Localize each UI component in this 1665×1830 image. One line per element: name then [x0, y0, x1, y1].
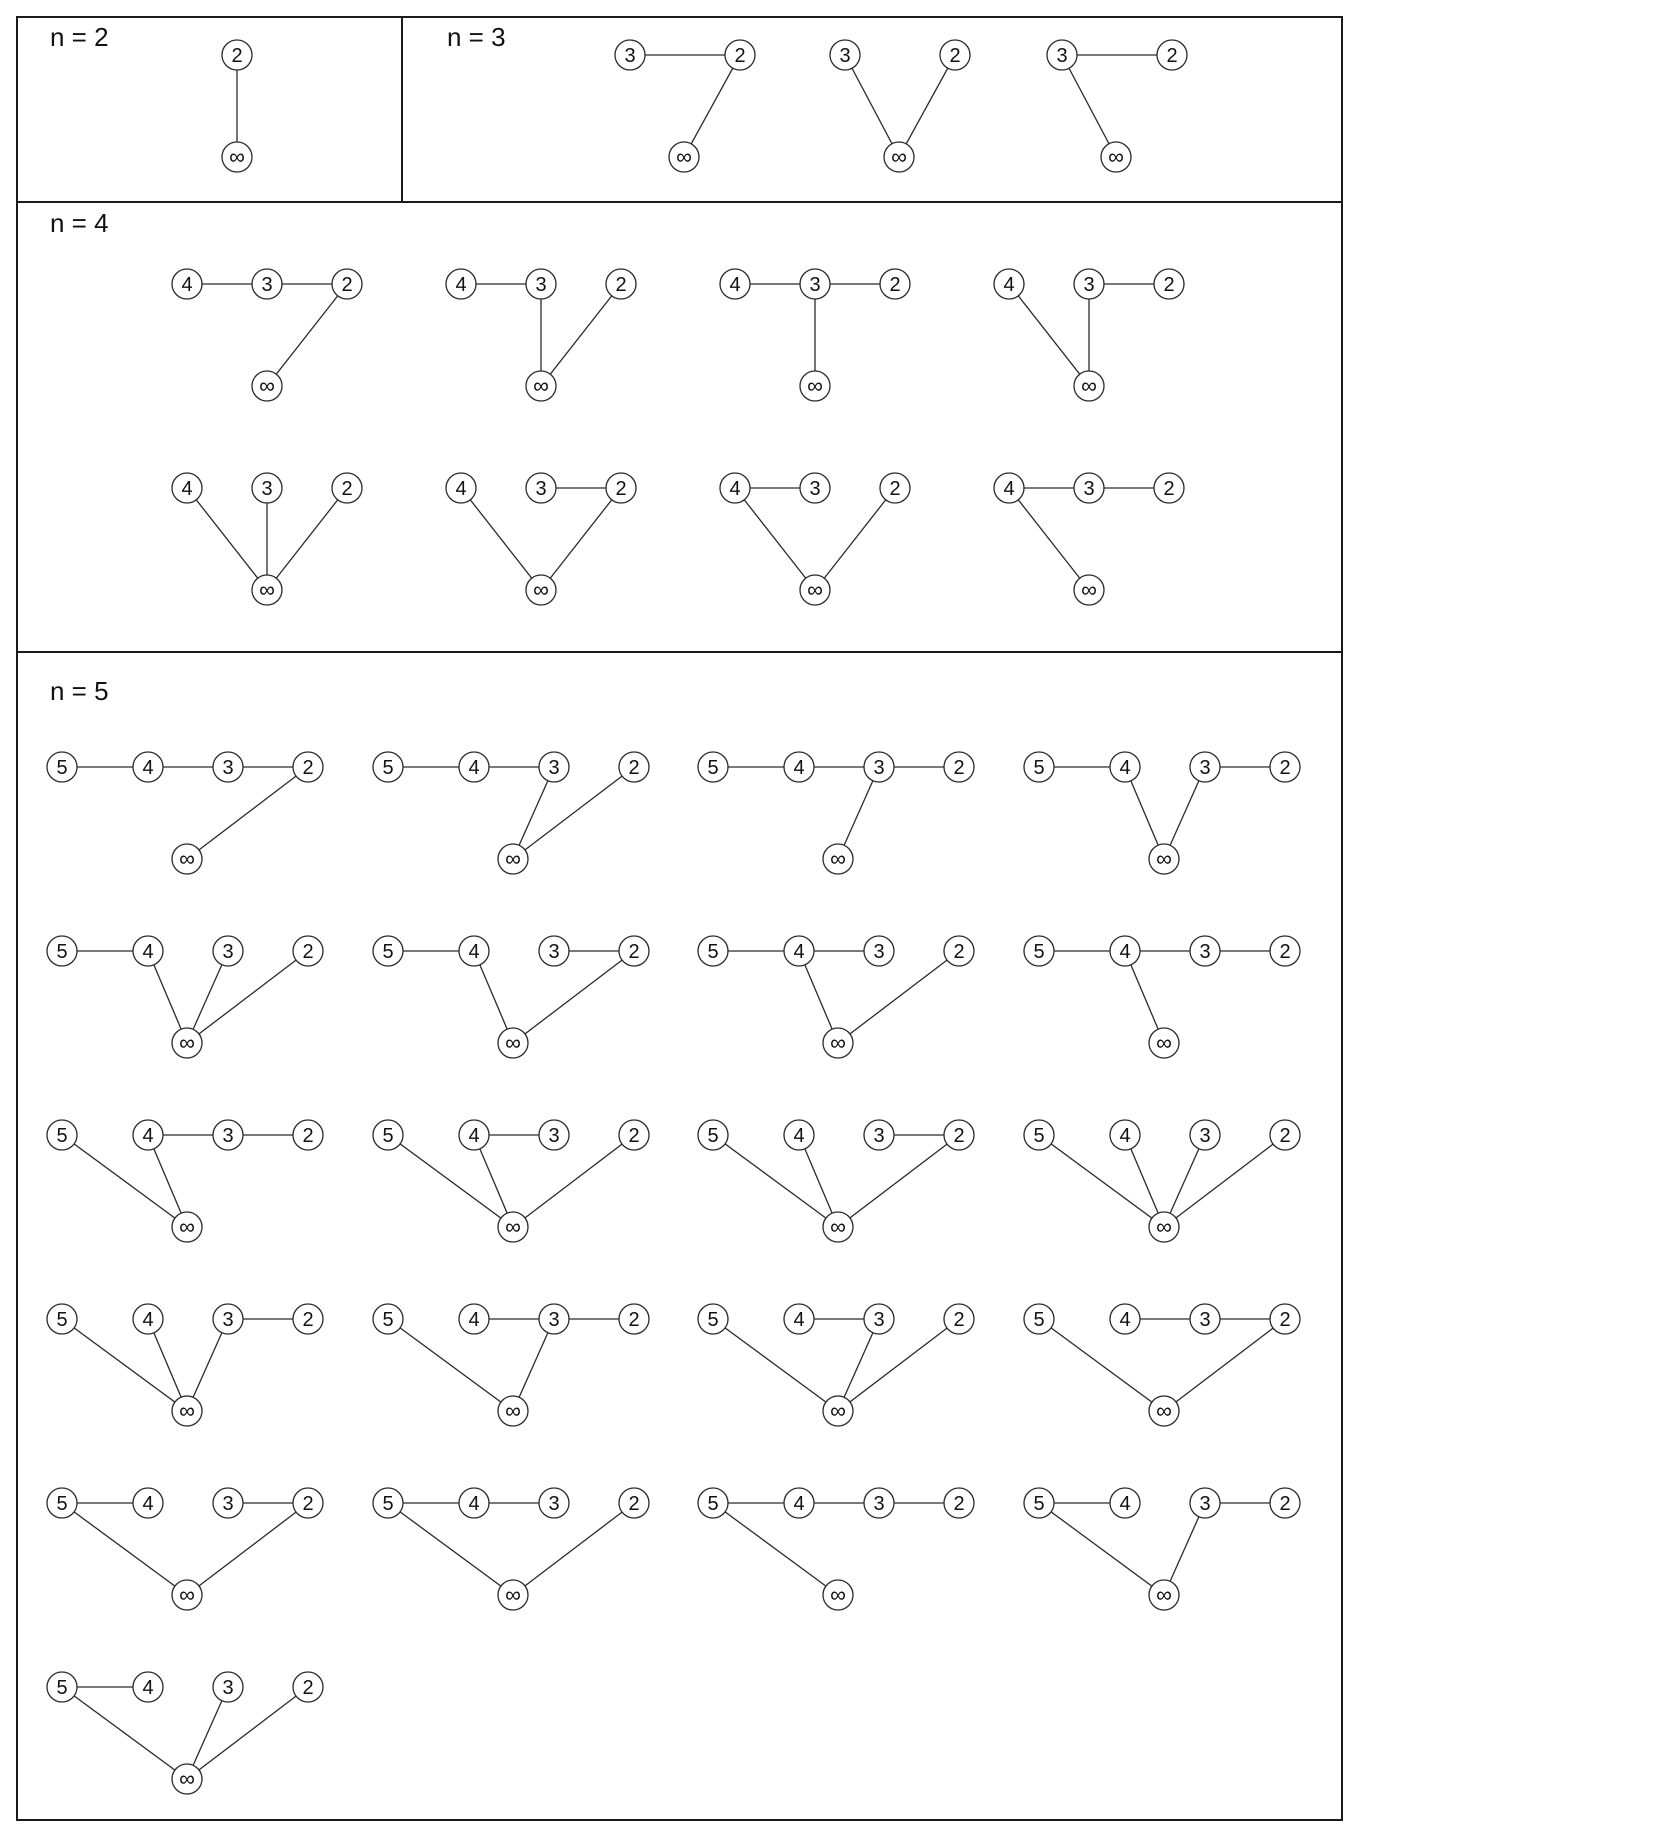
tree-s3-14	[698, 1304, 974, 1426]
tree-s3-12	[47, 1304, 323, 1426]
edge-4-inf	[1009, 488, 1089, 590]
node-inf-label: ∞	[259, 373, 275, 398]
node-5-label: 5	[56, 1125, 68, 1147]
node-inf-label: ∞	[259, 577, 275, 602]
node-3-label: 3	[222, 1677, 234, 1699]
tree-s3-7	[1024, 936, 1300, 1058]
node-3-label: 3	[548, 757, 560, 779]
edge-2-inf	[838, 951, 959, 1043]
node-2-label: 2	[341, 274, 353, 296]
node-2-label: 2	[1279, 941, 1291, 963]
node-4-label: 4	[455, 274, 467, 296]
node-3-label: 3	[1083, 274, 1095, 296]
tree-s2-5	[446, 473, 636, 605]
tree-s2-1	[446, 269, 636, 401]
edge-5-inf	[1039, 1503, 1164, 1595]
node-4-label: 4	[793, 941, 805, 963]
node-inf-label: ∞	[1156, 1214, 1172, 1239]
node-2-label: 2	[1163, 478, 1175, 500]
node-5-label: 5	[382, 757, 394, 779]
node-inf-label: ∞	[179, 1582, 195, 1607]
edge-4-inf	[1009, 284, 1089, 386]
node-inf-label: ∞	[229, 144, 245, 169]
node-3-label: 3	[1083, 478, 1095, 500]
node-5-label: 5	[382, 1493, 394, 1515]
tree-s3-3	[1024, 752, 1300, 874]
edge-3-inf	[1062, 55, 1116, 157]
node-5-label: 5	[707, 1125, 719, 1147]
tree-s2-4	[172, 473, 362, 605]
node-2-label: 2	[889, 274, 901, 296]
node-4-label: 4	[1119, 757, 1131, 779]
node-2-label: 2	[302, 1677, 314, 1699]
edge-2-inf	[267, 488, 347, 590]
edge-2-inf	[187, 1503, 308, 1595]
node-2-label: 2	[628, 1309, 640, 1331]
node-2-label: 2	[628, 1493, 640, 1515]
node-5-label: 5	[382, 1309, 394, 1331]
tree-s2-7	[994, 473, 1184, 605]
tree-s3-13	[373, 1304, 649, 1426]
tree-s3-20	[47, 1672, 323, 1794]
edge-5-inf	[713, 1503, 838, 1595]
node-5-label: 5	[382, 941, 394, 963]
node-4-label: 4	[793, 1309, 805, 1331]
node-5-label: 5	[707, 1309, 719, 1331]
edge-4-inf	[735, 488, 815, 590]
tree-s3-1	[373, 752, 649, 874]
node-4-label: 4	[1119, 1309, 1131, 1331]
node-inf-label: ∞	[1156, 1398, 1172, 1423]
edge-2-inf	[1164, 1135, 1285, 1227]
node-5-label: 5	[707, 1493, 719, 1515]
edge-5-inf	[62, 1135, 187, 1227]
section-label-n2: n = 2	[50, 22, 109, 52]
edge-2-inf	[187, 767, 308, 859]
node-2-label: 2	[953, 941, 965, 963]
panel-n4-frame	[17, 202, 1342, 652]
node-4-label: 4	[468, 1125, 480, 1147]
node-inf-label: ∞	[676, 144, 692, 169]
tree-s3-18	[698, 1488, 974, 1610]
node-3-label: 3	[222, 941, 234, 963]
edge-2-inf	[541, 284, 621, 386]
node-4-label: 4	[793, 1125, 805, 1147]
node-4-label: 4	[468, 1309, 480, 1331]
node-5-label: 5	[56, 1309, 68, 1331]
tree-s3-8	[47, 1120, 323, 1242]
node-inf-label: ∞	[179, 1030, 195, 1055]
edge-2-inf	[513, 1503, 634, 1595]
tree-s3-0	[47, 752, 323, 874]
node-inf-label: ∞	[505, 846, 521, 871]
node-4-label: 4	[142, 1309, 154, 1331]
node-3-label: 3	[261, 274, 273, 296]
node-2-label: 2	[1279, 1125, 1291, 1147]
tree-s2-0	[172, 269, 362, 401]
node-2-label: 2	[953, 1309, 965, 1331]
node-4-label: 4	[468, 1493, 480, 1515]
node-3-label: 3	[873, 1309, 885, 1331]
edge-2-inf	[513, 1135, 634, 1227]
edge-2-inf	[187, 1687, 308, 1779]
node-inf-label: ∞	[830, 1398, 846, 1423]
edge-2-inf	[541, 488, 621, 590]
node-4-label: 4	[1119, 941, 1131, 963]
node-inf-label: ∞	[533, 577, 549, 602]
tree-s0-0	[222, 40, 252, 172]
node-2-label: 2	[231, 45, 243, 67]
panel-n3-frame	[402, 17, 1342, 202]
edge-5-inf	[388, 1503, 513, 1595]
edge-2-inf	[684, 55, 740, 157]
tree-s2-2	[720, 269, 910, 401]
node-3-label: 3	[873, 757, 885, 779]
node-4-label: 4	[142, 1493, 154, 1515]
node-inf-label: ∞	[830, 846, 846, 871]
tree-s3-16	[47, 1488, 323, 1610]
node-3-label: 3	[1199, 757, 1211, 779]
edge-2-inf	[838, 1135, 959, 1227]
node-3-label: 3	[222, 1309, 234, 1331]
node-inf-label: ∞	[830, 1030, 846, 1055]
edge-5-inf	[713, 1319, 838, 1411]
node-inf-label: ∞	[830, 1214, 846, 1239]
node-3-label: 3	[548, 1493, 560, 1515]
node-2-label: 2	[302, 1309, 314, 1331]
tree-s3-4	[47, 936, 323, 1058]
tree-s3-6	[698, 936, 974, 1058]
edge-5-inf	[713, 1135, 838, 1227]
node-4-label: 4	[142, 1677, 154, 1699]
edge-5-inf	[1039, 1135, 1164, 1227]
edge-2-inf	[1164, 1319, 1285, 1411]
node-inf-label: ∞	[891, 144, 907, 169]
tree-s3-9	[373, 1120, 649, 1242]
node-2-label: 2	[302, 1125, 314, 1147]
node-5-label: 5	[707, 757, 719, 779]
section-label-n3: n = 3	[447, 22, 506, 52]
node-5-label: 5	[56, 1677, 68, 1699]
node-2-label: 2	[615, 274, 627, 296]
edge-5-inf	[62, 1319, 187, 1411]
edge-5-inf	[62, 1503, 187, 1595]
edge-2-inf	[815, 488, 895, 590]
tree-s3-2	[698, 752, 974, 874]
tree-s1-2	[1047, 40, 1187, 172]
node-3-label: 3	[222, 1125, 234, 1147]
node-3-label: 3	[873, 1125, 885, 1147]
node-3-label: 3	[1199, 1125, 1211, 1147]
node-3-label: 3	[1199, 1309, 1211, 1331]
tree-s2-3	[994, 269, 1184, 401]
node-3-label: 3	[1056, 45, 1068, 67]
tree-s1-1	[830, 40, 970, 172]
node-4-label: 4	[142, 757, 154, 779]
node-3-label: 3	[535, 478, 547, 500]
edge-5-inf	[388, 1319, 513, 1411]
node-5-label: 5	[1033, 941, 1045, 963]
tree-s2-6	[720, 473, 910, 605]
node-4-label: 4	[455, 478, 467, 500]
node-3-label: 3	[873, 1493, 885, 1515]
tree-s3-11	[1024, 1120, 1300, 1242]
node-4-label: 4	[1003, 478, 1015, 500]
node-2-label: 2	[628, 1125, 640, 1147]
edge-4-inf	[461, 488, 541, 590]
node-2-label: 2	[302, 1493, 314, 1515]
node-2-label: 2	[953, 1125, 965, 1147]
edge-2-inf	[513, 951, 634, 1043]
node-2-label: 2	[302, 941, 314, 963]
node-inf-label: ∞	[179, 846, 195, 871]
node-inf-label: ∞	[505, 1214, 521, 1239]
node-inf-label: ∞	[830, 1582, 846, 1607]
edge-5-inf	[62, 1687, 187, 1779]
node-5-label: 5	[1033, 1125, 1045, 1147]
node-inf-label: ∞	[505, 1582, 521, 1607]
node-2-label: 2	[615, 478, 627, 500]
node-3-label: 3	[261, 478, 273, 500]
node-4-label: 4	[181, 478, 193, 500]
node-4-label: 4	[142, 1125, 154, 1147]
node-inf-label: ∞	[1156, 1030, 1172, 1055]
tree-s3-19	[1024, 1488, 1300, 1610]
node-3-label: 3	[222, 757, 234, 779]
node-inf-label: ∞	[1156, 846, 1172, 871]
node-4-label: 4	[793, 1493, 805, 1515]
edge-4-inf	[187, 488, 267, 590]
node-inf-label: ∞	[533, 373, 549, 398]
node-inf-label: ∞	[505, 1030, 521, 1055]
node-inf-label: ∞	[807, 577, 823, 602]
tree-s3-10	[698, 1120, 974, 1242]
node-2-label: 2	[953, 1493, 965, 1515]
node-4-label: 4	[1003, 274, 1015, 296]
node-5-label: 5	[707, 941, 719, 963]
edge-5-inf	[1039, 1319, 1164, 1411]
node-3-label: 3	[1199, 1493, 1211, 1515]
node-3-label: 3	[839, 45, 851, 67]
tree-s1-0	[615, 40, 755, 172]
section-label-n4: n = 4	[50, 208, 109, 238]
node-2-label: 2	[1166, 45, 1178, 67]
node-2-label: 2	[1279, 1309, 1291, 1331]
node-inf-label: ∞	[1108, 144, 1124, 169]
edge-5-inf	[388, 1135, 513, 1227]
node-inf-label: ∞	[179, 1766, 195, 1791]
node-2-label: 2	[889, 478, 901, 500]
node-4-label: 4	[1119, 1493, 1131, 1515]
node-2-label: 2	[628, 941, 640, 963]
node-5-label: 5	[56, 941, 68, 963]
tree-s3-15	[1024, 1304, 1300, 1426]
edge-2-inf	[513, 767, 634, 859]
tree-s3-17	[373, 1488, 649, 1610]
node-2-label: 2	[949, 45, 961, 67]
node-2-label: 2	[734, 45, 746, 67]
node-2-label: 2	[1163, 274, 1175, 296]
node-3-label: 3	[535, 274, 547, 296]
node-2-label: 2	[628, 757, 640, 779]
node-3-label: 3	[809, 274, 821, 296]
node-3-label: 3	[548, 941, 560, 963]
node-5-label: 5	[1033, 1309, 1045, 1331]
node-3-label: 3	[1199, 941, 1211, 963]
tree-s3-5	[373, 936, 649, 1058]
node-4-label: 4	[181, 274, 193, 296]
node-3-label: 3	[222, 1493, 234, 1515]
node-4-label: 4	[468, 941, 480, 963]
node-2-label: 2	[302, 757, 314, 779]
node-4-label: 4	[729, 478, 741, 500]
node-4-label: 4	[1119, 1125, 1131, 1147]
node-inf-label: ∞	[807, 373, 823, 398]
node-3-label: 3	[809, 478, 821, 500]
node-3-label: 3	[873, 941, 885, 963]
section-label-n5: n = 5	[50, 676, 109, 706]
node-5-label: 5	[56, 1493, 68, 1515]
node-2-label: 2	[341, 478, 353, 500]
node-4-label: 4	[142, 941, 154, 963]
node-inf-label: ∞	[1081, 577, 1097, 602]
node-5-label: 5	[1033, 757, 1045, 779]
edge-2-inf	[838, 1319, 959, 1411]
node-5-label: 5	[56, 757, 68, 779]
node-3-label: 3	[548, 1125, 560, 1147]
node-inf-label: ∞	[179, 1214, 195, 1239]
node-3-label: 3	[548, 1309, 560, 1331]
edge-2-inf	[267, 284, 347, 386]
node-inf-label: ∞	[1156, 1582, 1172, 1607]
node-2-label: 2	[1279, 757, 1291, 779]
edge-2-inf	[187, 951, 308, 1043]
node-4-label: 4	[793, 757, 805, 779]
node-2-label: 2	[953, 757, 965, 779]
node-4-label: 4	[729, 274, 741, 296]
panel-n5-frame	[17, 652, 1342, 1820]
node-2-label: 2	[1279, 1493, 1291, 1515]
trees-layer	[47, 40, 1300, 1794]
node-4-label: 4	[468, 757, 480, 779]
node-inf-label: ∞	[1081, 373, 1097, 398]
node-3-label: 3	[624, 45, 636, 67]
node-5-label: 5	[1033, 1493, 1045, 1515]
edge-2-inf	[899, 55, 955, 157]
node-inf-label: ∞	[179, 1398, 195, 1423]
node-5-label: 5	[382, 1125, 394, 1147]
node-inf-label: ∞	[505, 1398, 521, 1423]
edge-3-inf	[845, 55, 899, 157]
